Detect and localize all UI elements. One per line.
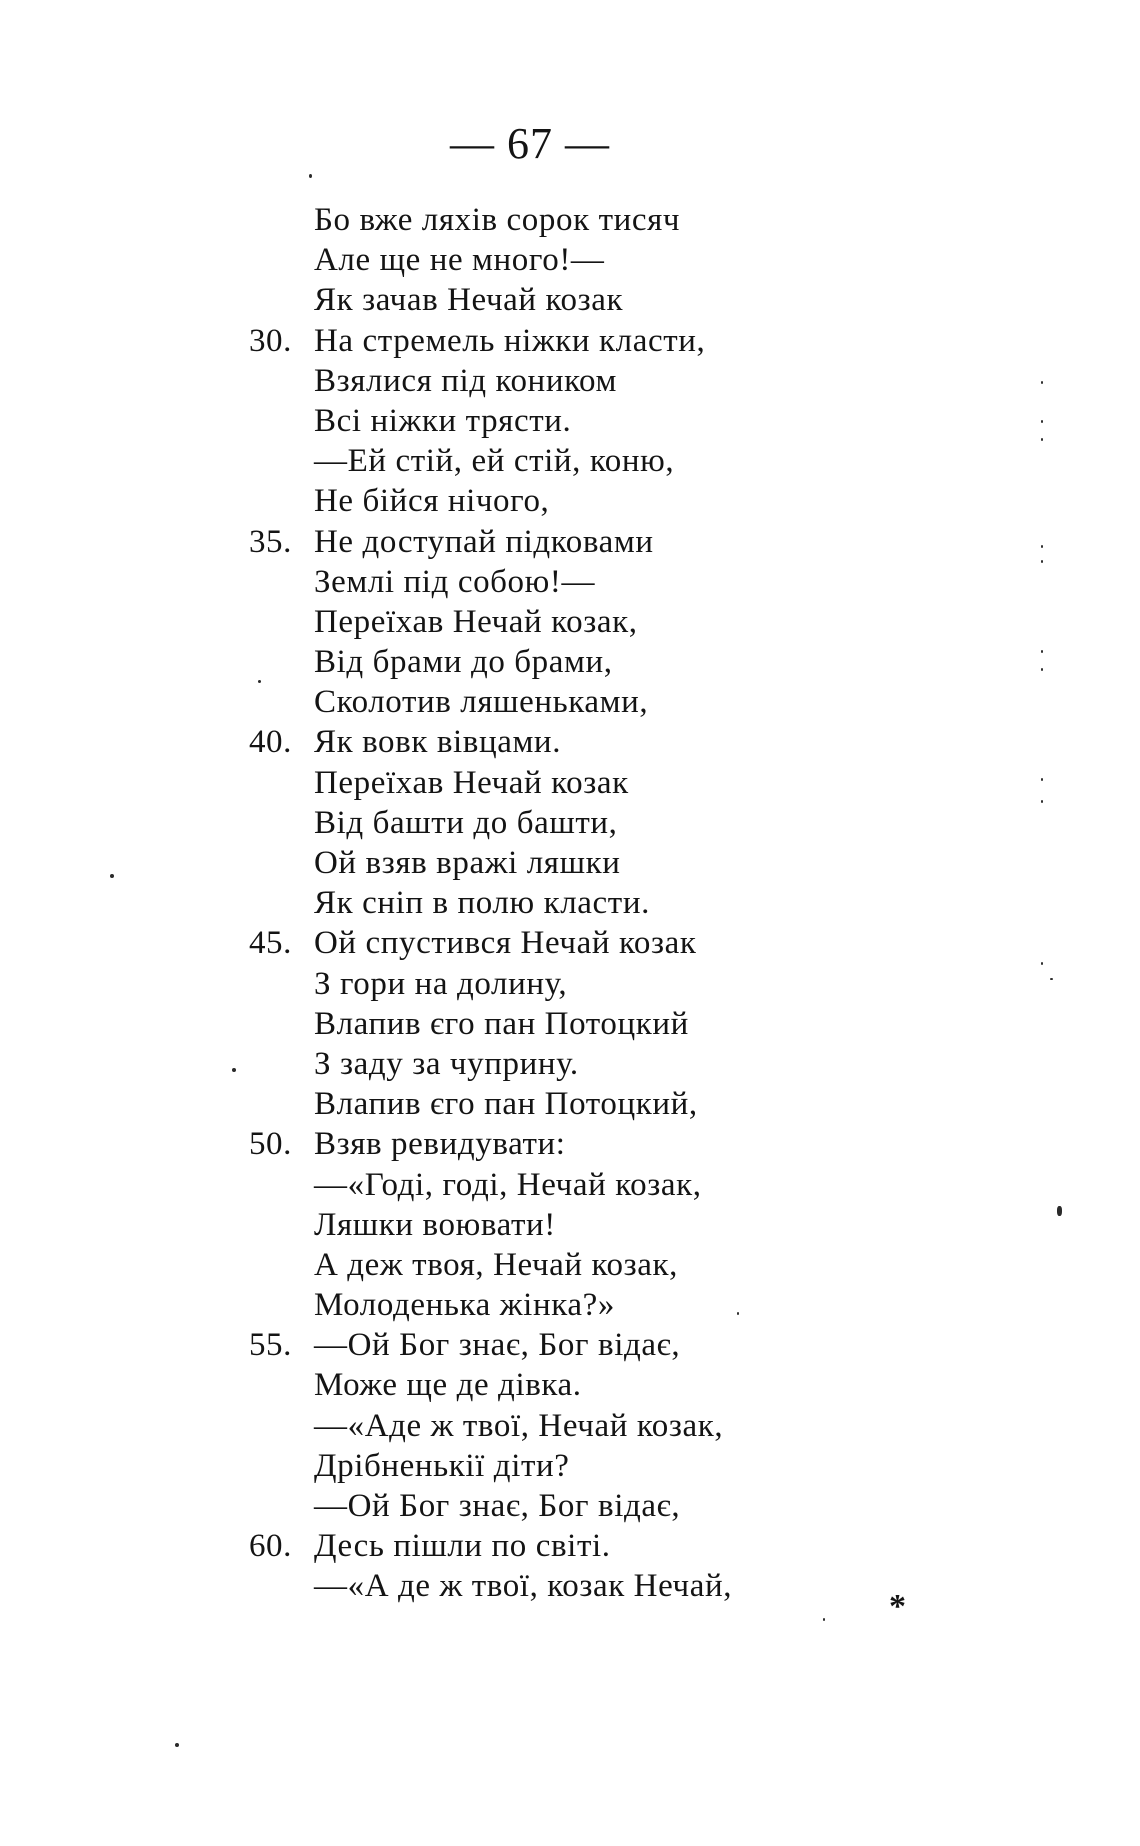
ink-speck bbox=[1041, 962, 1043, 965]
verse-line bbox=[230, 1004, 930, 1044]
line-text: Влапив єго пан Потоцкий bbox=[314, 1005, 689, 1042]
ink-speck bbox=[1041, 650, 1043, 653]
line-text: З гори на долину, bbox=[314, 965, 568, 1002]
line-text: Землі під собою!— bbox=[314, 563, 596, 600]
verse-line bbox=[230, 1124, 930, 1164]
verse-line bbox=[230, 441, 930, 481]
ink-speck bbox=[1050, 978, 1053, 980]
verse-line bbox=[230, 722, 930, 762]
verse-line bbox=[230, 522, 930, 562]
line-number: 45. bbox=[248, 925, 292, 962]
line-text: Від брами до брами, bbox=[314, 644, 613, 681]
verse-line bbox=[230, 1325, 930, 1365]
line-text: Переїхав Нечай козак, bbox=[314, 603, 638, 640]
ink-speck bbox=[110, 874, 114, 878]
line-number: 40. bbox=[248, 724, 292, 761]
ink-speck bbox=[175, 1743, 179, 1747]
line-text: Бо вже ляхів сорок тисяч bbox=[314, 202, 681, 238]
verse-line bbox=[230, 1084, 930, 1124]
verse-line bbox=[230, 642, 930, 682]
ink-speck bbox=[1057, 1206, 1062, 1216]
line-text: —Ой Бог знає, Бог відає, bbox=[314, 1488, 681, 1524]
line-text: Дрібненькії діти? bbox=[314, 1447, 570, 1484]
verse-line bbox=[230, 1526, 930, 1566]
verse-line bbox=[230, 682, 930, 722]
verse-line bbox=[230, 1365, 930, 1405]
ink-speck bbox=[823, 1618, 825, 1621]
line-text: Як вовк вівцами. bbox=[314, 724, 562, 761]
verse-line bbox=[230, 1406, 930, 1446]
verse-line bbox=[230, 1566, 930, 1606]
line-number: 60. bbox=[248, 1528, 292, 1565]
line-text: Переїхав Нечай козак bbox=[314, 764, 629, 801]
line-text: На стремель ніжки класти, bbox=[314, 322, 706, 359]
ink-speck bbox=[1041, 800, 1043, 803]
ink-speck bbox=[737, 1312, 739, 1315]
line-text: —«А де ж твої, козак Нечай, bbox=[314, 1568, 733, 1605]
ink-speck bbox=[1041, 560, 1043, 563]
verse-line bbox=[230, 361, 930, 401]
verse-line bbox=[230, 1285, 930, 1325]
verse-line bbox=[230, 1205, 930, 1245]
line-number: 35. bbox=[248, 523, 292, 560]
ink-speck bbox=[1041, 778, 1043, 781]
page-number: — 67 — bbox=[450, 119, 610, 168]
line-text: —«Аде ж твої, Нечай козак, bbox=[314, 1407, 724, 1444]
line-text: А деж твоя, Нечай козак, bbox=[314, 1246, 678, 1283]
line-number: 50. bbox=[248, 1126, 292, 1163]
verse-line bbox=[230, 763, 930, 803]
verse-line bbox=[230, 843, 930, 883]
verse-line bbox=[230, 803, 930, 843]
line-number: 55. bbox=[248, 1327, 292, 1364]
line-text: —Ей стій, ей стій, коню, bbox=[314, 443, 675, 480]
line-text: Сколотив ляшеньками, bbox=[314, 684, 649, 721]
ink-speck bbox=[1041, 420, 1043, 423]
ink-speck bbox=[309, 174, 312, 178]
verse-line bbox=[230, 280, 930, 320]
verse-line bbox=[230, 1486, 930, 1526]
ink-speck bbox=[232, 1068, 236, 1072]
line-text: Як сніп в полю класти. bbox=[314, 885, 650, 922]
line-text: —Ой Бог знає, Бог відає, bbox=[314, 1327, 681, 1364]
verse-line bbox=[230, 602, 930, 642]
ink-speck bbox=[1041, 545, 1043, 548]
verse-line bbox=[230, 481, 930, 521]
asterisk-mark: * bbox=[889, 1588, 906, 1625]
verse-line bbox=[230, 401, 930, 441]
verse-line bbox=[230, 1044, 930, 1084]
verse-line bbox=[230, 240, 930, 280]
line-text: Ой спустився Нечай козак bbox=[314, 925, 697, 962]
ink-speck bbox=[258, 680, 261, 683]
line-text: Всі ніжки трясти. bbox=[314, 402, 572, 439]
line-number: 30. bbox=[248, 322, 292, 359]
line-text: Взялися під коником bbox=[314, 362, 617, 399]
line-text: Але ще не много!— bbox=[314, 242, 605, 279]
line-text: Не бійся нічого, bbox=[314, 483, 550, 520]
verse-line bbox=[230, 883, 930, 923]
line-text: Не доступай підковами bbox=[314, 523, 654, 560]
line-text: —«Годі, годі, Нечай козак, bbox=[314, 1166, 702, 1203]
line-text: Влапив єго пан Потоцкий, bbox=[314, 1086, 698, 1123]
line-text: Як зачав Нечай козак bbox=[314, 282, 624, 319]
verse-line bbox=[230, 321, 930, 361]
verse-line bbox=[230, 200, 930, 240]
line-text: Ой взяв вражі ляшки bbox=[314, 845, 621, 881]
ink-speck bbox=[1041, 381, 1043, 384]
verse-line bbox=[230, 923, 930, 963]
line-text: Молоденька жінка?» bbox=[314, 1287, 615, 1324]
line-text: Десь пішли по світі. bbox=[314, 1528, 611, 1565]
line-text: З заду за чуприну. bbox=[314, 1045, 579, 1082]
line-text: Від башти до башти, bbox=[314, 804, 618, 841]
ink-speck bbox=[1041, 668, 1043, 671]
line-text: Ляшки воювати! bbox=[314, 1206, 556, 1243]
ink-speck bbox=[1041, 438, 1043, 441]
verse-line bbox=[230, 1446, 930, 1486]
line-text: Може ще де дівка. bbox=[314, 1367, 582, 1404]
poem-text bbox=[230, 200, 930, 1607]
verse-line bbox=[230, 1245, 930, 1285]
verse-line bbox=[230, 964, 930, 1004]
verse-line bbox=[230, 1165, 930, 1205]
verse-line bbox=[230, 562, 930, 602]
line-text: Взяв ревидувати: bbox=[314, 1126, 566, 1163]
